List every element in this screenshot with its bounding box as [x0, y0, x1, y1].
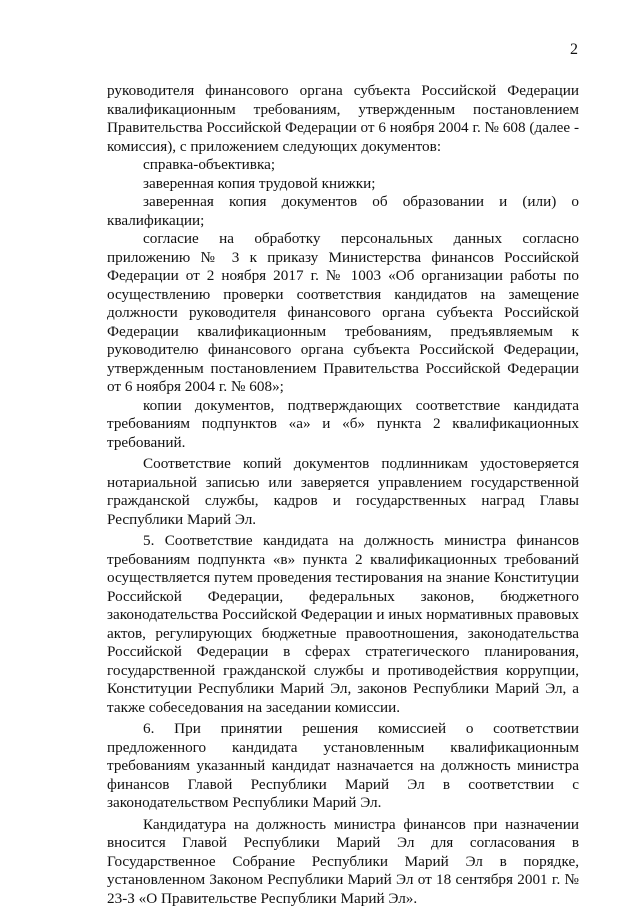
list-item-personal-data-consent: согласие на обработку персональных данных согласно приложению № 3 к приказу Министерства финансов Российской Федерации от 2 ноября 2017 г. № 1003 «Об организации работы по осуществлению проверки соответствия кандидатов на замещение должности руководителя финансового органа субъекта Российской Федерации квалификационным требованиям, предъявляемым к руководителю финансового органа субъекта Российской Федерации, утвержденным постановлением Правительства Российской Федерации от 6 ноября 2004 г. № 608»; — [107, 230, 579, 397]
document-body — [107, 82, 579, 908]
list-item-education-docs: заверенная копия документов об образовании и (или) о квалификации; — [107, 193, 579, 230]
page-number: 2 — [570, 41, 578, 59]
paragraph-item-5: 5. Соответствие кандидата на должность министра финансов требованиям подпункта «в» пункта 2 квалификационных требований осуществляется путем проведения тестирования на знание Конституции Российской Федерации, федеральных законов, бюджетного законодательства Российской Федерации и иных нормативных правовых актов, регулирующих бюджетные правоотношения, законодательства Российской Федерации в сферах стратегического планирования, государственной гражданской службы и противодействия коррупции, Конституции Республики Марий Эл, законов Республики Марий Эл, а также собеседования на заседании комиссии. — [107, 532, 579, 717]
list-item-trudovaya-knizhka: заверенная копия трудовой книжки; — [107, 175, 579, 194]
list-item-spravka: справка-объективка; — [107, 156, 579, 175]
list-item-compliance-docs: копии документов, подтверждающих соответствие кандидата требованиям подпунктов «а» и «б» пункта 2 квалификационных требований. — [107, 397, 579, 453]
paragraph-notarization: Соответствие копий документов подлинникам удостоверяется нотариальной записью или заверяется управлением государственной гражданской службы, кадров и государственных наград Главы Республики Марий Эл. — [107, 455, 579, 529]
paragraph-intro-continuation: руководителя финансового органа субъекта Российской Федерации квалификационным требованиям, утвержденным постановлением Правительства Российской Федерации от 6 ноября 2004 г. № 608 (далее - комиссия), с приложением следующих документов: — [107, 82, 579, 156]
paragraph-candidacy: Кандидатура на должность министра финансов при назначении вносится Главой Республики Марий Эл для согласования в Государственное Собрание Республики Марий Эл в порядке, установленном Законом Республики Марий Эл от 18 сентября 2001 г. № 23-З «О Правительстве Республики Марий Эл». — [107, 816, 579, 908]
paragraph-item-6: 6. При принятии решения комиссией о соответствии предложенного кандидата установленным квалификационным требованиям указанный кандидат назначается на должность министра финансов Главой Республики Марий Эл в соответствии с законодательством Республики Марий Эл. — [107, 720, 579, 813]
